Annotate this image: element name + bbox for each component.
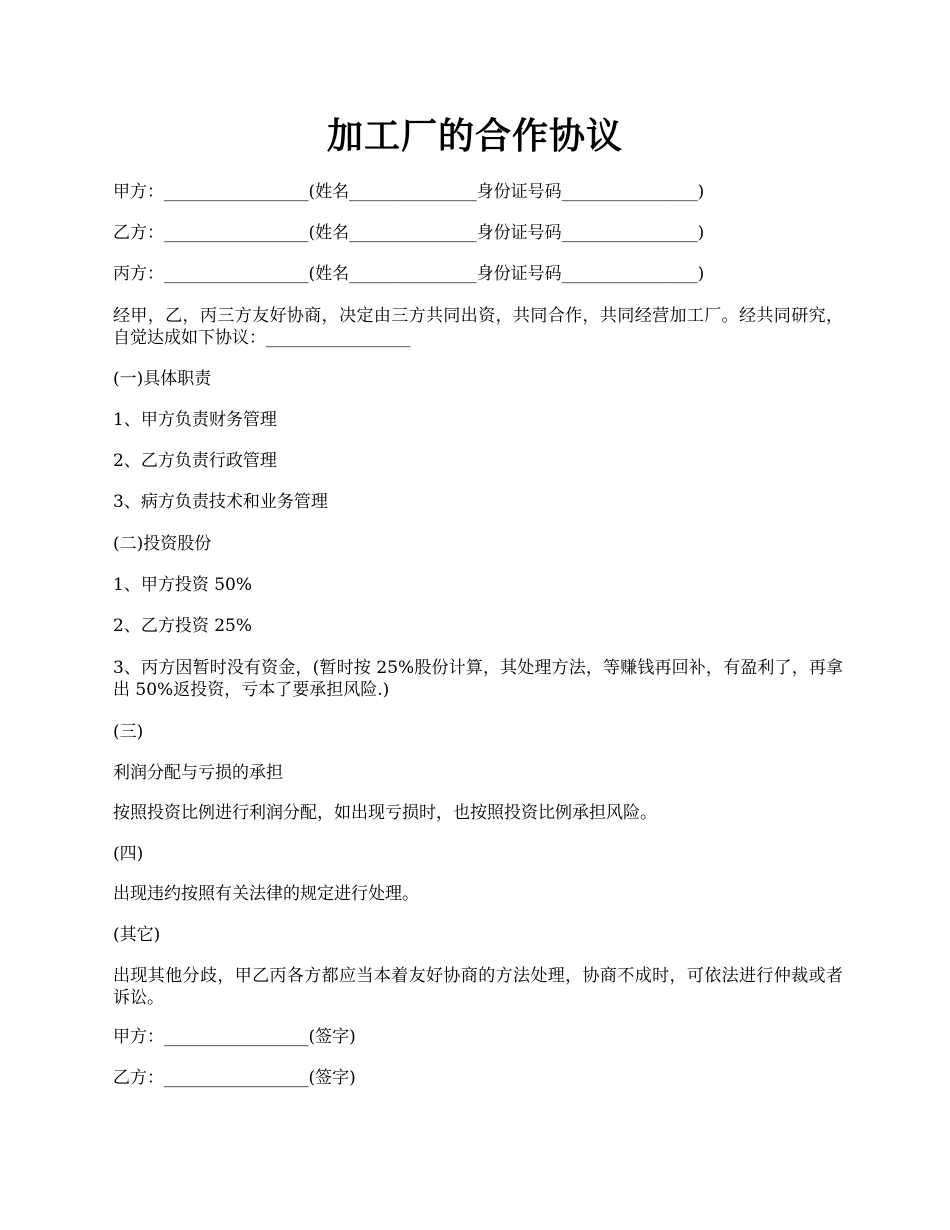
section1-item: 1、甲方负责财务管理 <box>113 410 277 430</box>
section3-heading: (三) <box>113 722 144 742</box>
section3-body: 按照投资比例进行利润分配，如出现亏损时，也按照投资比例承担风险。 <box>113 803 657 823</box>
section2-item: 2、乙方投资 25% <box>113 616 253 636</box>
section5-heading: (其它) <box>113 925 161 945</box>
section2-heading: (二)投资股份 <box>113 534 212 554</box>
signature-line-jia: 甲方：_________________(签字) <box>113 1027 356 1047</box>
section2-item: 3、丙方因暂时没有资金，(暂时按 25%股份计算，其处理方法，等赚钱再回补，有盈利了，再拿出 50%返投资，亏本了要承担风险.) <box>113 658 843 700</box>
section3-subheading: 利润分配与亏损的承担 <box>113 763 283 783</box>
party-line-jia: 甲方：_________________(姓名_______________身份证号码________________) <box>113 182 705 202</box>
section1-heading: (一)具体职责 <box>113 369 212 389</box>
party-line-bing: 丙方：_________________(姓名_______________身份证号码________________) <box>113 264 705 284</box>
party-line-yi: 乙方：_________________(姓名_______________身份证号码________________) <box>113 223 705 243</box>
section5-body: 出现其他分歧，甲乙丙各方都应当本着友好协商的方法处理，协商不成时，可依法进行仲裁或者诉讼。 <box>113 966 843 1008</box>
section4-heading: (四) <box>113 844 144 864</box>
section1-item: 2、乙方负责行政管理 <box>113 451 277 471</box>
signature-line-yi: 乙方：_________________(签字) <box>113 1068 356 1088</box>
intro-paragraph: 经甲，乙，丙三方友好协商，决定由三方共同出资，共同合作，共同经营加工厂。经共同研究，自觉达成如下协议：_________________ <box>113 306 843 348</box>
section1-item: 3、病方负责技术和业务管理 <box>113 492 328 512</box>
document-title: 加工厂的合作协议 <box>326 115 623 157</box>
section2-item: 1、甲方投资 50% <box>113 575 253 595</box>
section4-body: 出现违约按照有关法律的规定进行处理。 <box>113 884 419 904</box>
